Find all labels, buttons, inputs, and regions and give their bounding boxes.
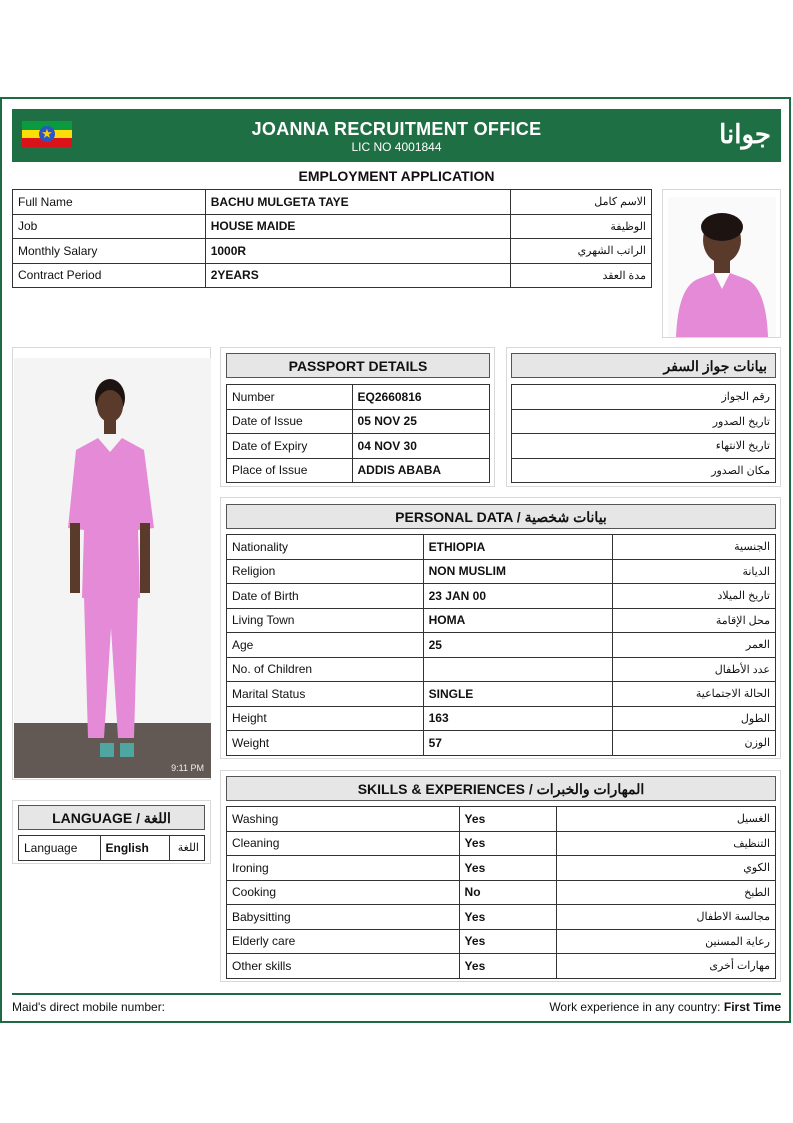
application-label-arabic: الاسم كامل	[511, 190, 652, 215]
language-row	[19, 836, 205, 861]
application-table	[12, 189, 652, 288]
skill-label-arabic: الطبخ	[557, 880, 776, 905]
skills-heading: SKILLS & EXPERIENCES / المهارات والخبرات	[226, 776, 776, 801]
application-value: 2YEARS	[205, 263, 511, 288]
skill-value: No	[459, 880, 557, 905]
passport-arabic-label-arabic: تاريخ الصدور	[512, 409, 776, 434]
personal-row	[227, 584, 776, 609]
skill-value: Yes	[459, 831, 557, 856]
skill-value: Yes	[459, 929, 557, 954]
skill-row	[227, 929, 776, 954]
skill-value: Yes	[459, 856, 557, 881]
personal-value: HOMA	[423, 608, 613, 633]
passport-label: Date of Expiry	[227, 434, 353, 459]
personal-label-arabic: محل الإقامة	[613, 608, 776, 633]
personal-value: 23 JAN 00	[423, 584, 613, 609]
mobile-number-label: Maid's direct mobile number:	[12, 1000, 166, 1014]
personal-label: Religion	[227, 559, 424, 584]
personal-label: Age	[227, 633, 424, 658]
passport-value: ADDIS ABABA	[352, 458, 489, 483]
skill-row	[227, 856, 776, 881]
application-value: BACHU MULGETA TAYE	[205, 190, 511, 215]
language-label: Language	[19, 836, 101, 861]
skill-label: Elderly care	[227, 929, 460, 954]
personal-label: Living Town	[227, 608, 424, 633]
personal-label-arabic: الحالة الاجتماعية	[613, 682, 776, 707]
skill-label-arabic: التنظيف	[557, 831, 776, 856]
application-label: Full Name	[13, 190, 206, 215]
personal-value	[423, 657, 613, 682]
application-row	[13, 263, 652, 288]
personal-label-arabic: عدد الأطفال	[613, 657, 776, 682]
office-name: JOANNA RECRUITMENT OFFICE	[251, 119, 542, 139]
passport-label: Place of Issue	[227, 458, 353, 483]
skill-label-arabic: مجالسة الاطفال	[557, 905, 776, 930]
skill-label: Cooking	[227, 880, 460, 905]
skills-table	[226, 806, 776, 979]
personal-row	[227, 706, 776, 731]
office-header	[12, 109, 781, 162]
personal-row	[227, 657, 776, 682]
personal-label-arabic: الديانة	[613, 559, 776, 584]
skill-label: Ironing	[227, 856, 460, 881]
skill-row	[227, 954, 776, 979]
document-title: EMPLOYMENT APPLICATION	[298, 168, 495, 184]
personal-value: SINGLE	[423, 682, 613, 707]
language-heading: LANGUAGE / اللغة	[18, 805, 205, 830]
skill-row	[227, 831, 776, 856]
skill-label: Babysitting	[227, 905, 460, 930]
personal-value: 25	[423, 633, 613, 658]
passport-arabic-label-arabic: تاريخ الانتهاء	[512, 434, 776, 459]
personal-label: Nationality	[227, 535, 424, 560]
personal-label: Weight	[227, 731, 424, 756]
application-row	[13, 190, 652, 215]
application-value: HOUSE MAIDE	[205, 214, 511, 239]
personal-row	[227, 633, 776, 658]
skill-row	[227, 880, 776, 905]
personal-value: ETHIOPIA	[423, 535, 613, 560]
application-label-arabic: الراتب الشهري	[511, 239, 652, 264]
personal-value: 163	[423, 706, 613, 731]
passport-arabic-table	[511, 384, 776, 483]
photo-timestamp: 9:11 PM	[171, 763, 204, 773]
passport-value: EQ2660816	[352, 385, 489, 410]
personal-row	[227, 559, 776, 584]
skill-label-arabic: مهارات أخرى	[557, 954, 776, 979]
personal-label-arabic: الطول	[613, 706, 776, 731]
passport-value: 04 NOV 30	[352, 434, 489, 459]
skill-row	[227, 905, 776, 930]
application-label-arabic: مدة العقد	[511, 263, 652, 288]
full-photo-frame	[12, 347, 211, 780]
passport-table	[226, 384, 490, 483]
personal-label: Date of Birth	[227, 584, 424, 609]
language-value: English	[100, 836, 170, 861]
passport-arabic-label-arabic: مكان الصدور	[512, 458, 776, 483]
personal-label: No. of Children	[227, 657, 424, 682]
passport-arabic-label-arabic: رقم الجواز	[512, 385, 776, 410]
passport-arabic-row	[512, 434, 776, 459]
language-table	[18, 835, 205, 861]
applicant-full-photo	[14, 358, 211, 778]
application-row	[13, 239, 652, 264]
passport-value: 05 NOV 25	[352, 409, 489, 434]
work-experience-label: Work experience in any country:	[549, 1000, 721, 1014]
skill-label: Washing	[227, 807, 460, 832]
small-photo-frame	[662, 189, 781, 338]
skill-value: Yes	[459, 905, 557, 930]
passport-row	[227, 434, 490, 459]
skill-label: Other skills	[227, 954, 460, 979]
footer-divider	[12, 993, 781, 995]
skill-label-arabic: رعاية المسنين	[557, 929, 776, 954]
personal-label: Marital Status	[227, 682, 424, 707]
personal-table	[226, 534, 776, 756]
work-experience	[549, 1000, 781, 1014]
application-label: Job	[13, 214, 206, 239]
passport-row	[227, 409, 490, 434]
personal-value: 57	[423, 731, 613, 756]
skill-value: Yes	[459, 954, 557, 979]
application-value: 1000R	[205, 239, 511, 264]
personal-label-arabic: الوزن	[613, 731, 776, 756]
skill-row	[227, 807, 776, 832]
skill-value: Yes	[459, 807, 557, 832]
skill-label: Cleaning	[227, 831, 460, 856]
passport-arabic-row	[512, 458, 776, 483]
passport-arabic-row	[512, 385, 776, 410]
applicant-portrait	[668, 197, 776, 337]
personal-row	[227, 682, 776, 707]
passport-row	[227, 458, 490, 483]
application-label: Monthly Salary	[13, 239, 206, 264]
application-row	[13, 214, 652, 239]
personal-row	[227, 608, 776, 633]
passport-row	[227, 385, 490, 410]
passport-label: Date of Issue	[227, 409, 353, 434]
personal-row	[227, 731, 776, 756]
personal-row	[227, 535, 776, 560]
personal-label-arabic: العمر	[613, 633, 776, 658]
passport-label: Number	[227, 385, 353, 410]
passport-heading-arabic: بيانات جواز السفر	[511, 353, 776, 378]
personal-heading: PERSONAL DATA / بيانات شخصية	[226, 504, 776, 529]
personal-label: Height	[227, 706, 424, 731]
personal-label-arabic: الجنسية	[613, 535, 776, 560]
personal-label-arabic: تاريخ الميلاد	[613, 584, 776, 609]
work-experience-value: First Time	[723, 1000, 781, 1014]
license-number: LIC NO 4001844	[351, 140, 442, 154]
passport-arabic-row	[512, 409, 776, 434]
skill-label-arabic: الكوي	[557, 856, 776, 881]
application-label: Contract Period	[13, 263, 206, 288]
office-name-arabic: جوانا	[719, 119, 771, 149]
skill-label-arabic: الغسيل	[557, 807, 776, 832]
personal-value: NON MUSLIM	[423, 559, 613, 584]
application-label-arabic: الوظيفة	[511, 214, 652, 239]
language-label-arabic: اللغة	[170, 836, 205, 861]
passport-heading: PASSPORT DETAILS	[226, 353, 490, 378]
